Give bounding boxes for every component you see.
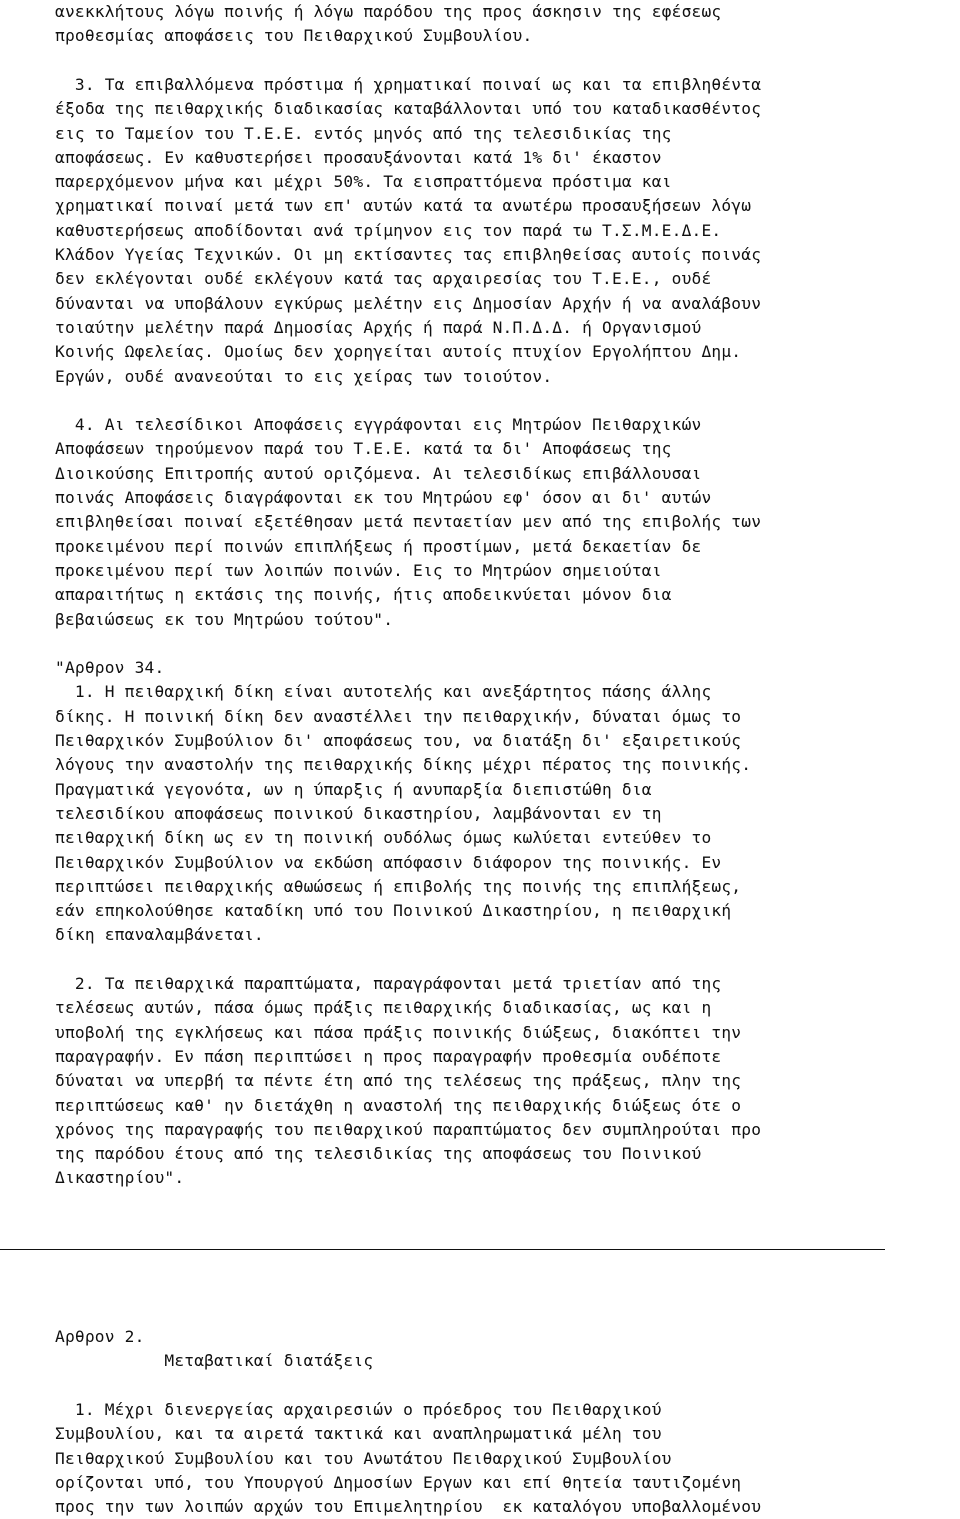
document-line: περιπτώσεως καθ' ην διετάχθη η αναστολή της πειθαρχικής διώξεως ότε ο bbox=[55, 1095, 742, 1115]
document-line: Μεταβατικαί διατάξεις bbox=[55, 1351, 374, 1371]
document-line: 1. Η πειθαρχική δίκη είναι αυτοτελής και ανεξάρτητος πάσης άλλης bbox=[55, 682, 712, 702]
document-line: Εργών, ουδέ ανανεούται το εις χείρας των τοιούτον. bbox=[55, 366, 553, 386]
document-line: προς την των λοιπών αρχών του Επιμελητηρίου εκ καταλόγου υποβαλλομένου bbox=[55, 1497, 762, 1517]
document-line: υποβολή της εγκλήσεως και πάσα πράξις ποινικής διώξεως, διακόπτει την bbox=[55, 1022, 742, 1042]
document-line: Αποφάσεων τηρούμενον παρά του Τ.Ε.Ε. κατά τα δι' Αποφάσεως της bbox=[55, 439, 672, 459]
document-line: "Αρθρον 34. bbox=[55, 658, 165, 678]
document-line: παρερχόμενον μήνα και μέχρι 50%. Τα εισπραττόμενα πρόστιμα και bbox=[55, 172, 672, 192]
document-line: πειθαρχική δίκη ως εν τη ποινική ουδόλως όμως κωλύεται εντεύθεν το bbox=[55, 828, 712, 848]
document-line: 2. Τα πειθαρχικά παραπτώματα, παραγράφονται μετά τριετίαν από της bbox=[55, 974, 722, 993]
document-line: τελεσιδίκου αποφάσεως ποινικού δικαστηρίου, λαμβάνονται εν τη bbox=[55, 803, 662, 823]
document-line: Διοικούσης Επιτροπής αυτού οριζόμενα. Αι τελεσιδίκως επιβάλλουσαι bbox=[55, 463, 702, 483]
document-line: 3. Τα επιβαλλόμενα πρόστιμα ή χρηματικαί ποιναί ως και τα επιβληθέντα bbox=[55, 74, 762, 94]
document-line: προθεσμίας αποφάσεις του Πειθαρχικού Συμβουλίου. bbox=[55, 26, 533, 46]
document-line: παραγραφήν. Εν πάση περιπτώσει η προς παραγραφήν προθεσμία ουδέποτε bbox=[55, 1046, 722, 1066]
document-line: απαραιτήτως η εκτάσις της ποινής, ήτις αποδεικνύεται μόνον δια bbox=[55, 585, 672, 605]
document-line: Πειθαρχικόν Συμβούλιον δι' αποφάσεως του, να διατάξη δι' εξαιρετικούς bbox=[55, 731, 742, 750]
document-line: ορίζονται υπό, του Υπουργού Δημοσίων Εργων και επί θητεία ταυτιζομένη bbox=[55, 1472, 742, 1492]
document-line: λόγους την αναστολήν της πειθαρχικής δίκης μέχρι πέρατος της ποινικής. bbox=[55, 755, 752, 775]
document-line: 4. Αι τελεσίδικοι Αποφάσεις εγγράφονται εις Μητρώον Πειθαρχικών bbox=[55, 415, 702, 435]
document-line: Πραγματικά γεγονότα, ων η ύπαρξις ή ανυπαρξία διεπιστώθη δια bbox=[55, 779, 652, 799]
document-line: αποφάσεως. Εν καθυστερήσει προσαυξάνονται κατά 1% δι' έκαστον bbox=[55, 147, 662, 167]
document-line: Κοινής Ωφελείας. Ομοίως δεν χορηγείται αυτοίς πτυχίον Εργολήπτου Δημ. bbox=[55, 342, 742, 362]
document-line: εις το Ταμείον του Τ.Ε.Ε. εντός μηνός από της τελεσιδικίας της bbox=[55, 123, 672, 143]
document-line: εάν επηκολούθησε καταδίκη υπό του Ποινικού Δικαστηρίου, η πειθαρχική bbox=[55, 901, 732, 921]
document-line: ανεκκλήτους λόγω ποινής ή λόγω παρόδου της προς άσκησιν της εφέσεως bbox=[55, 2, 722, 21]
document-line: 1. Μέχρι διενεργείας αρχαιρεσιών ο πρόεδρος του Πειθαρχικού bbox=[55, 1399, 662, 1419]
document-line: Κλάδον Υγείας Τεχνικών. Οι μη εκτίσαντες τας επιβληθείσας αυτοίς ποινάς bbox=[55, 245, 762, 264]
document-line: χρόνος της παραγραφής του πειθαρχικού παραπτώματος δεν συμπληρούται προ bbox=[55, 1119, 762, 1139]
document-line: περιπτώσει πειθαρχικής αθωώσεως ή επιβολής της ποινής της επιπλήξεως, bbox=[55, 876, 742, 896]
document-line: τελέσεως αυτών, πάσα όμως πράξις πειθαρχικής διαδικασίας, ως και η bbox=[55, 998, 712, 1018]
document-line: Δικαστηρίου". bbox=[55, 1168, 185, 1188]
document-line: δύναται να υπερβή τα πέντε έτη από της τελέσεως της πράξεως, πλην της bbox=[55, 1071, 742, 1091]
document-line: προκειμένου περί των λοιπών ποινών. Εις το Μητρώον σημειούται bbox=[55, 560, 662, 580]
document-line: δύνανται να υποβάλουν εγκύρως μελέτην εις Δημοσίαν Αρχήν ή να αναλάβουν bbox=[55, 293, 762, 313]
document-line: έξοδα της πειθαρχικής διαδικασίας καταβάλλονται υπό του καταδικασθέντος bbox=[55, 99, 762, 119]
document-line: ποινάς Αποφάσεις διαγράφονται εκ του Μητρώου εφ' όσον αι δι' αυτών bbox=[55, 488, 712, 507]
document-line: της παρόδου έτους από της τελεσιδικίας της αποφάσεως του Ποινικού bbox=[55, 1144, 702, 1164]
document-line: προκειμένου περί ποινών επιπλήξεως ή προστίμων, μετά δεκαετίαν δε bbox=[55, 536, 702, 556]
document-line: βεβαιώσεως εκ του Μητρώου τούτου". bbox=[55, 609, 394, 629]
document-line: Συμβουλίου, και τα αιρετά τακτικά και αναπληρωματικά μέλη του bbox=[55, 1424, 662, 1444]
horizontal-rule-divider bbox=[0, 1249, 885, 1250]
document-line: Πειθαρχικόν Συμβούλιον να εκδώση απόφασιν διάφορον της ποινικής. Εν bbox=[55, 852, 722, 872]
document-line: Αρθρον 2. bbox=[55, 1327, 145, 1346]
document-line: δίκης. Η ποινική δίκη δεν αναστέλλει την πειθαρχικήν, δύναται όμως το bbox=[55, 706, 742, 726]
document-line: δεν εκλέγονται ουδέ εκλέγουν κατά τας αρχαιρεσίας του Τ.Ε.Ε., ουδέ bbox=[55, 269, 712, 289]
document-line: καθυστερήσεως αποδίδονται ανά τρίμηνον εις τον παρά τω Τ.Σ.Μ.Ε.Δ.Ε. bbox=[55, 220, 722, 240]
document-line: επιβληθείσαι ποιναί εξετέθησαν μετά πενταετίαν μεν από της επιβολής των bbox=[55, 512, 762, 532]
document-line: Πειθαρχικού Συμβουλίου και του Ανωτάτου Πειθαρχικού Συμβουλίου bbox=[55, 1448, 672, 1468]
document-line: δίκη επαναλαμβάνεται. bbox=[55, 925, 264, 945]
document-line: χρηματικαί ποιναί μετά των επ' αυτών κατά τα ανωτέρω προσαυξήσεων λόγω bbox=[55, 196, 752, 216]
document-line: τοιαύτην μελέτην παρά Δημοσίας Αρχής ή παρά Ν.Π.Δ.Δ. ή Οργανισμού bbox=[55, 317, 702, 337]
